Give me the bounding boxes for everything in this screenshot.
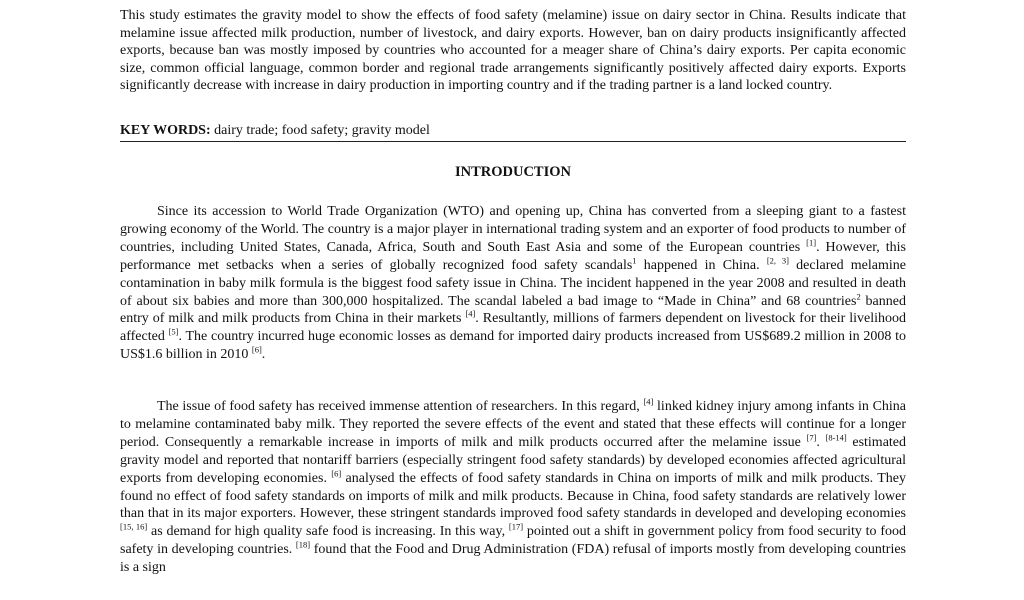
text-segment: The issue of food safety has received immense attention of researchers. In this regard, xyxy=(157,399,644,414)
text-segment: happened in China. xyxy=(636,257,767,273)
text-segment: linked kidney injury among infants in China to melamine contaminated baby milk. They reported the severe effects of the event and stated that these effects will continue for a longer period. Consequently a remarkable increase in imports of milk and milk products occurred after the melamine issue xyxy=(120,399,907,450)
citation: [5] xyxy=(168,326,179,337)
citation: [6] xyxy=(331,467,342,478)
text-segment: pointed out a shift in government policy from food security to food safety in developing countries. xyxy=(120,524,906,558)
keywords-label: KEY WORDS: xyxy=(120,123,211,138)
text-segment: . xyxy=(816,434,826,450)
intro-paragraph-2 xyxy=(120,398,906,577)
text-segment: found that the Food and Drug Administration (FDA) refusal of imports mostly from developing countries is a sign xyxy=(120,542,907,576)
section-heading-introduction: INTRODUCTION xyxy=(454,164,571,180)
citation: [7] xyxy=(806,432,817,443)
citation: [4] xyxy=(465,308,476,319)
citation: [6] xyxy=(251,344,262,355)
citation: [18] xyxy=(295,539,311,550)
abstract-divider xyxy=(120,141,906,142)
citation: [1] xyxy=(806,237,817,248)
text-segment: . Resultantly, millions of farmers dependent on livestock for their livelihood affected xyxy=(120,311,906,345)
citation: [4] xyxy=(643,396,654,407)
text-segment: declared melamine contamination in baby milk formula is the biggest food safety issue in China. The incident happened in the year 2008 and resulted in death of about six babies and more than 300,000 hospitalized. The scandal labeled a bad image to “Made in China” and 68 countries xyxy=(120,257,906,309)
text-segment: Since its accession to World Trade Organization (WTO) and opening up, China has converted from a sleeping giant to a fastest growing economy of the World. The country is a major player in international trading system and an exporter of food products to number of countries, including United States, Canada, Africa, South and South East Asia and some of the European countries xyxy=(120,204,906,255)
keywords-line xyxy=(120,122,906,140)
citation: [2, 3] xyxy=(766,255,789,266)
footnote-marker: 1 xyxy=(632,255,637,266)
citation: [8-14] xyxy=(825,432,847,443)
text-segment: estimated gravity model and reported that nontariff barriers (especially stringent food safety standards) by developed economies affected agricultural exports from developing economies. xyxy=(120,434,907,486)
text-segment: . However, this performance met setbacks when a series of globally recognized food safety scandals xyxy=(120,239,906,273)
paper-page xyxy=(120,0,906,600)
citation: [17] xyxy=(508,521,524,532)
text-segment: analysed the effects of food safety standards in China on imports of milk and milk products. They found no effect of food safety standards on imports of milk and milk products. Because in China, food safety standards are relatively lower than that in its major exporters. However, these stringent standards improved food safety standards in developed and developing economies xyxy=(120,470,906,522)
text-segment: as demand for high quality safe food is increasing. In this way, xyxy=(147,524,509,540)
citation: [15, 16] xyxy=(120,521,148,532)
text-segment: . The country incurred huge economic losses as demand for imported dairy products increased from US$689.2 million in 2008 to US$1.6 billion in 2010 xyxy=(120,329,906,363)
keywords-text: dairy trade; food safety; gravity model xyxy=(210,123,430,138)
intro-paragraph-1 xyxy=(120,203,906,364)
text-segment: banned entry of milk and milk products from China in their markets xyxy=(120,293,906,327)
text-segment: . xyxy=(261,347,266,363)
abstract-text: This study estimates the gravity model to show the effects of food safety (melamine) issue on dairy sector in China. Results indicate that melamine issue affected milk production, number of livestock, and dairy exports. However, ban on dairy products insignificantly affected exports, because ban was mostly imposed by countries who accounted for a meager share of China’s dairy exports. Per capita economic size, common official language, common border and regional trade arrangements significantly positively affected dairy exports. Exports significantly decrease with increase in dairy production in importing country and if the trading partner is a land locked country. xyxy=(120,8,906,93)
footnote-marker: 2 xyxy=(856,290,861,301)
